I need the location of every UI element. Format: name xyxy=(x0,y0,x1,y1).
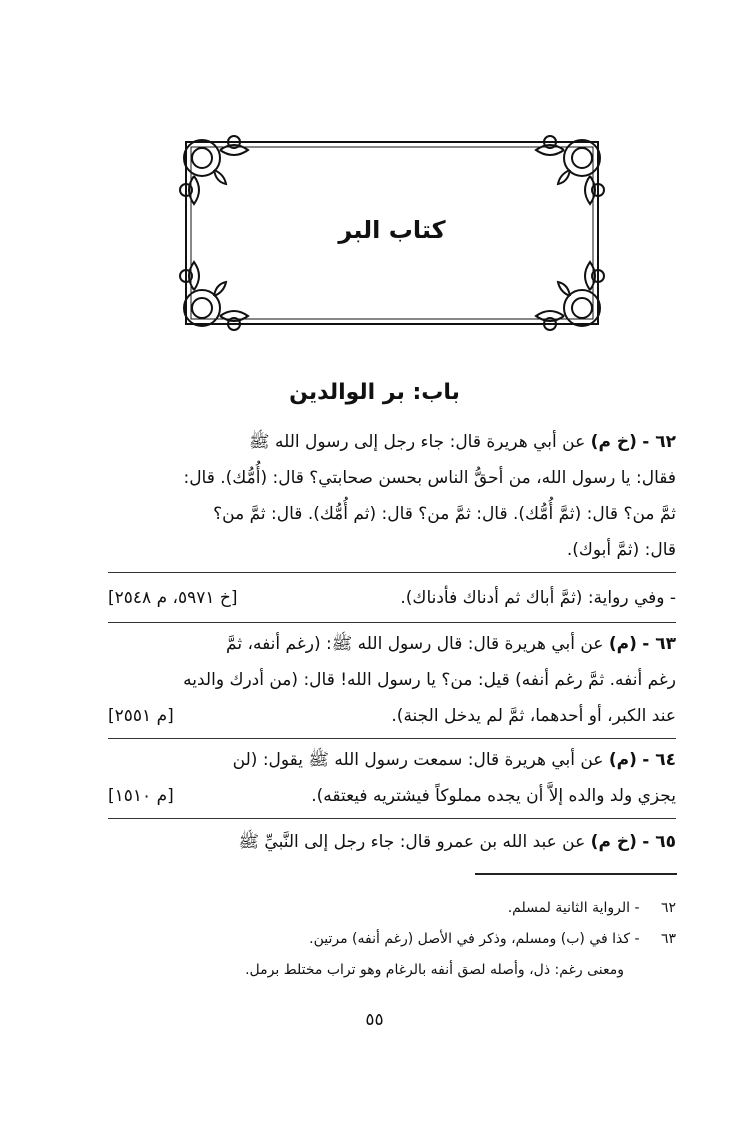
footnotes xyxy=(108,893,676,986)
hadith-source: (خ م) xyxy=(590,432,637,452)
page-number: ٥٥ xyxy=(365,1010,384,1030)
reference: [خ ٥٩٧١، م ٢٥٤٨] xyxy=(108,588,238,608)
footnote-number: ٦٢ xyxy=(660,900,676,916)
hadith-number: ٦٤ - xyxy=(642,750,676,770)
hadith-text: عن أبي هريرة قال: قال رسول الله ﷺ: (رغم أنفه، ثمَّ xyxy=(226,634,604,654)
separator-line xyxy=(108,572,676,573)
hadith-number: ٦٣ - xyxy=(642,634,676,654)
book-title: كتاب البر xyxy=(338,216,446,244)
hadith-line: رغم أنفه. ثمَّ رغم أنفه) قيل: من؟ يا رسول الله! قال: (من أدرك والديه xyxy=(183,670,676,690)
footnote-text: - الرواية الثانية لمسلم. xyxy=(507,900,640,916)
footnote-number: ٦٣ xyxy=(660,931,676,947)
hadith-text: عن أبي هريرة قال: سمعت رسول الله ﷺ يقول: (لن xyxy=(232,750,604,770)
variant-text: - وفي رواية: (ثمَّ أباك ثم أدناك فأدناك). xyxy=(400,588,676,608)
hadith-line xyxy=(108,698,676,734)
hadith-line xyxy=(108,626,676,662)
hadith-source: (م) xyxy=(608,750,637,770)
hadith-line: ثمَّ من؟ قال: (ثمَّ أُمُّك). قال: ثمَّ من؟ قال: (ثم أُمُّك). قال: ثمَّ من؟ xyxy=(213,504,676,524)
footnote xyxy=(108,893,676,924)
footnote xyxy=(108,955,676,986)
footnote-text: ومعنى رغم: ذل، وأصله لصق أنفه بالرغام وهو تراب مختلط برمل. xyxy=(245,962,624,978)
separator-line xyxy=(108,738,676,739)
hadith-line: قال: (ثمَّ أبوك). xyxy=(566,540,676,560)
footnote-text: - كذا في (ب) ومسلم، وذكر في الأصل (رغم أنفه) مرتين. xyxy=(309,931,640,947)
hadith-65 xyxy=(108,824,676,860)
chapter-title: باب: بر الوالدين xyxy=(289,380,460,405)
hadith-line: فقال: يا رسول الله، من أحقُّ الناس بحسن صحابتي؟ قال: (أُمُّك). قال: xyxy=(183,468,676,488)
footnote-separator xyxy=(475,873,677,875)
hadith-line xyxy=(108,424,676,460)
separator-line xyxy=(108,818,676,819)
hadith-source: (م) xyxy=(608,634,637,654)
hadith-number: ٦٥ - xyxy=(642,832,676,852)
separator-line xyxy=(108,622,676,623)
footnote xyxy=(108,924,676,955)
hadith-text: عند الكبر، أو أحدهما، ثمَّ لم يدخل الجنة). xyxy=(391,706,676,726)
reference: [م ١٥١٠] xyxy=(108,786,174,806)
variant-line xyxy=(108,580,676,616)
hadith-62-variant xyxy=(108,580,676,616)
hadith-number: ٦٢ - xyxy=(642,432,676,452)
hadith-line xyxy=(108,742,676,778)
hadith-text: عن عبد الله بن عمرو قال: جاء رجل إلى النَّبيِّ ﷺ xyxy=(238,832,586,852)
hadith-source: (خ م) xyxy=(590,832,637,852)
title-frame xyxy=(172,128,612,338)
hadith-62 xyxy=(108,424,676,568)
hadith-text: يجزي ولد والده إلاَّ أن يجده مملوكاً فيشتريه فيعتقه). xyxy=(311,786,676,806)
hadith-63 xyxy=(108,626,676,734)
hadith-64 xyxy=(108,742,676,814)
hadith-line xyxy=(108,824,676,860)
hadith-text: عن أبي هريرة قال: جاء رجل إلى رسول الله ﷺ xyxy=(249,432,586,452)
hadith-line xyxy=(108,778,676,814)
reference: [م ٢٥٥١] xyxy=(108,706,174,726)
